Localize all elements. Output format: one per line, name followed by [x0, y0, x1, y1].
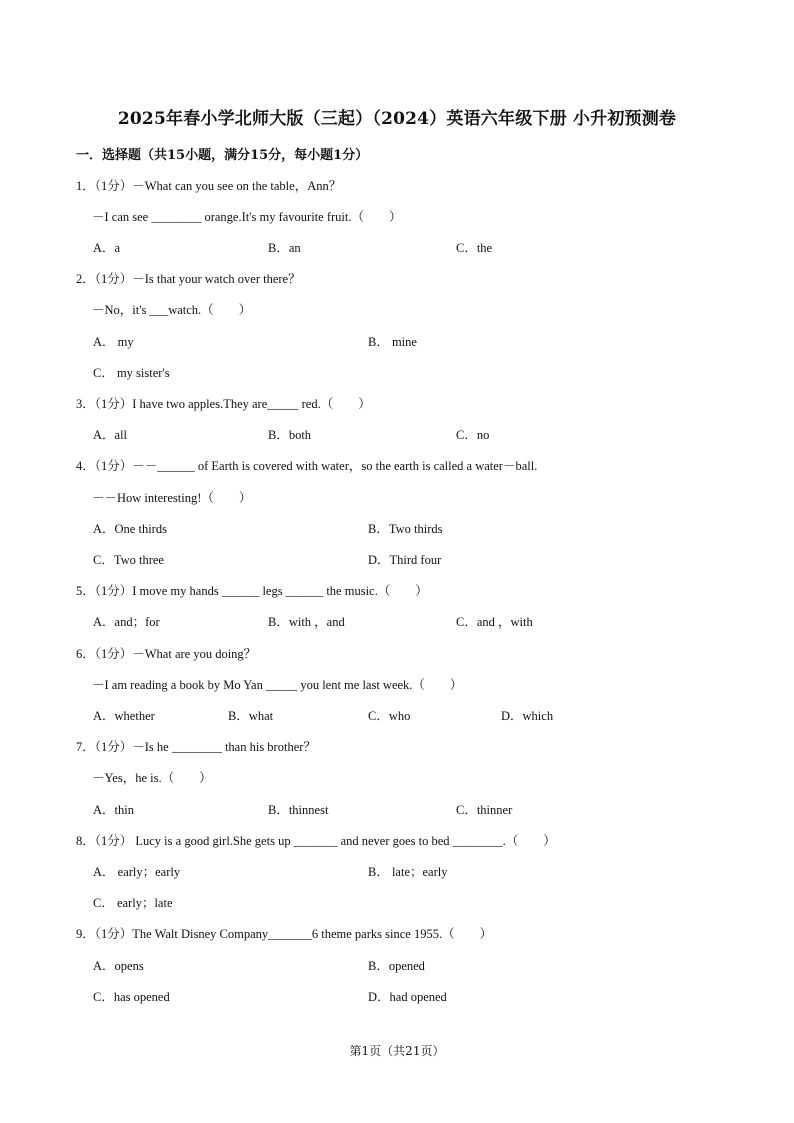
- question-5-stem: 5．（1分）I move my hands ______ legs ______ the music.（ ）: [76, 584, 428, 598]
- section-heading: 一．选择题（共15小题，满分15分，每小题1分）: [76, 148, 369, 163]
- question-7-option-c[interactable]: C．thinner: [456, 803, 513, 817]
- question-8-option-a[interactable]: A． early；early: [93, 865, 181, 879]
- question-7-stem: 7．（1分）－Is he ________ than his brother？: [76, 740, 316, 754]
- question-9-option-d[interactable]: D．had opened: [368, 990, 447, 1004]
- question-2-option-a[interactable]: A． my: [93, 335, 134, 349]
- question-9-stem: 9．（1分）The Walt Disney Company_______6 theme parks since 1955.（ ）: [76, 927, 493, 941]
- question-4-stem: 4．（1分）－－______ of Earth is covered with water，so the earth is called a water－ball.: [76, 459, 538, 473]
- question-2-stem: 2．（1分）－Is that your watch over there？: [76, 272, 301, 286]
- question-7-option-a[interactable]: A．thin: [93, 803, 134, 817]
- question-7-option-b[interactable]: B．thinnest: [268, 803, 329, 817]
- question-9-option-b[interactable]: B．opened: [368, 959, 425, 973]
- question-4-option-a[interactable]: A．One thirds: [93, 522, 167, 536]
- question-1-option-b[interactable]: B．an: [268, 241, 301, 255]
- question-4-option-d[interactable]: D．Third four: [368, 553, 442, 567]
- question-6-option-d[interactable]: D．which: [501, 709, 554, 723]
- question-6-option-c[interactable]: C．who: [368, 709, 411, 723]
- question-9-option-a[interactable]: A．opens: [93, 959, 144, 973]
- question-4-reply: －－How interesting!（ ）: [92, 491, 252, 505]
- question-6-option-a[interactable]: A．whether: [93, 709, 155, 723]
- question-3-option-a[interactable]: A．all: [93, 428, 128, 442]
- question-2-reply: －No，it's ___watch.（ ）: [92, 303, 252, 317]
- question-2-option-c[interactable]: C． my sister's: [93, 366, 170, 380]
- question-9-option-c[interactable]: C．has opened: [93, 990, 170, 1004]
- question-4-option-b[interactable]: B．Two thirds: [368, 522, 443, 536]
- question-8-stem: 8．（1分） Lucy is a good girl.She gets up _______ and never goes to bed ________.（ ）: [76, 834, 556, 848]
- question-3-stem: 3．（1分）I have two apples.They are_____ red.（ ）: [76, 397, 371, 411]
- question-5-option-a[interactable]: A．and；for: [93, 615, 160, 629]
- question-7-reply: －Yes，he is.（ ）: [92, 771, 212, 785]
- question-1-option-c[interactable]: C．the: [456, 241, 493, 255]
- question-4-option-c[interactable]: C．Two three: [93, 553, 164, 567]
- question-6-stem: 6．（1分）－What are you doing？: [76, 647, 257, 661]
- question-3-option-c[interactable]: C．no: [456, 428, 490, 442]
- question-3-option-b[interactable]: B．both: [268, 428, 312, 442]
- question-6-reply: －I am reading a book by Mo Yan _____ you lent me last week.（ ）: [92, 678, 463, 692]
- exam-title: 2025年春小学北师大版（三起）（2024）英语六年级下册 小升初预测卷: [117, 109, 677, 129]
- question-5-option-b[interactable]: B．with ，and: [268, 615, 345, 629]
- question-5-option-c[interactable]: C．and ，with: [456, 615, 533, 629]
- question-6-option-b[interactable]: B．what: [228, 709, 274, 723]
- question-8-option-b[interactable]: B． late；early: [368, 865, 448, 879]
- page-footer: 第1页（共21页）: [349, 1044, 445, 1058]
- question-2-option-b[interactable]: B． mine: [368, 335, 417, 349]
- question-1-stem: 1．（1分）－What can you see on the table，Ann？: [76, 179, 342, 193]
- question-8-option-c[interactable]: C． early；late: [93, 896, 173, 910]
- question-1-option-a[interactable]: A．a: [93, 241, 121, 255]
- question-1-reply: －I can see ________ orange.It's my favourite fruit.（ ）: [92, 210, 402, 224]
